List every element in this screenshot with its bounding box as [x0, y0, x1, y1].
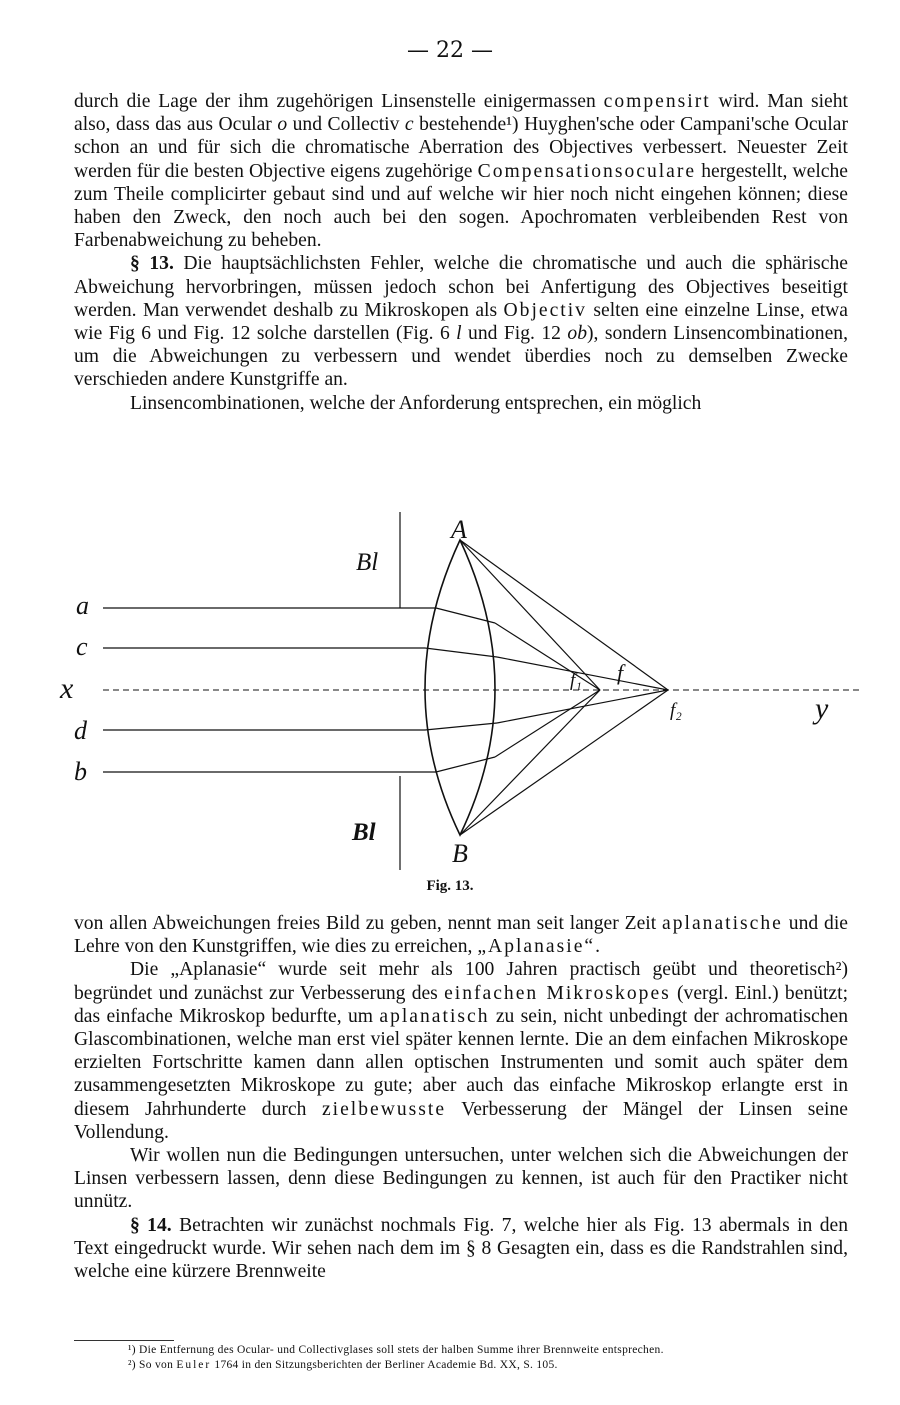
text-run: und Collectiv: [287, 114, 405, 136]
footnote-divider: [74, 1340, 174, 1341]
paragraph-5: [74, 958, 848, 1144]
ray-d-in-lens: [425, 723, 497, 730]
text-run: Betrachten wir zunächst nochmals Fig. 7, welche hier als Fig. 13 abermals in den Text eingedruckt wurde. Wir sehen nach dem im § 8 Gesagten ein, dass es die Randstrahlen sind, welche eine kürzere Brennweite: [74, 1214, 849, 1283]
lens-diagram-svg: [0, 490, 900, 880]
label-a: a: [76, 591, 89, 620]
spaced-term: Objectiv: [503, 299, 587, 321]
ray-d-outgoing: [497, 690, 668, 723]
label-y: y: [815, 692, 829, 725]
paragraph-2: [74, 252, 848, 391]
paragraph-6: Wir wollen nun die Bedingungen untersuchen, unter welchen sich die Abweichungen der Linsen verbessern lassen, denn diese Bedingungen zu kennen, ist auch für den Practiker nicht unnütz.: [74, 1145, 848, 1213]
label-f1: f₁: [570, 670, 582, 691]
text-run: durch die Lage der ihm zugehörigen Linsenstelle einigermassen: [74, 91, 604, 112]
text-run: bestehende¹) Huyghen'sche oder Campani'sche Ocular schon an und für sich die chromatische Aberration des Objectives verbessert. Neuester Zeit werden für die besten Objective eigens zugehörige: [74, 114, 848, 182]
text-run: Verbesserung der Mängel der Linsen seine Vollendung.: [74, 1098, 848, 1143]
ray-b-outgoing: [495, 690, 600, 757]
text-run: zu sein, nicht unbedingt der achromatischen Glascombinationen, welche man erst viel später kennen lernte. Die an dem einfachen Mikroskope erzielten Fortschritte kamen dann allen optischen Instrumenten und somit auch später dem zusammengesetzten Mikroskope zu gute; aber auch das einfache Mikroskop erlangte erst in diesem Jahrhunderte durch: [74, 1005, 848, 1120]
paragraph-7: [74, 1214, 848, 1284]
label-b: b: [74, 757, 87, 786]
text-run: und die Lehre von den Kunstgriffen, wie dies zu erreichen,: [74, 913, 848, 958]
label-x: x: [60, 672, 74, 705]
spaced-term: Compensationsoculare: [477, 160, 697, 182]
text-run: Die hauptsächlichsten Fehler, welche die chromatische und auch die sphärische Abweichung hervorbringen, müssen jedoch schon bei Anfertigung des Objectives beseitigt werden. Man verwendet deshalb zu Mikroskopen als: [74, 253, 848, 321]
biconvex-lens: [425, 540, 495, 835]
italic-symbol: l: [456, 323, 462, 345]
ray-c-outgoing: [497, 657, 668, 690]
text-run: (vergl. Einl.) benützt; das einfache Mikroskop bedurfte, um: [74, 982, 849, 1027]
label-c: c: [76, 632, 88, 661]
footnotes: [128, 1343, 850, 1373]
figure-caption: Fig. 13.: [426, 878, 474, 894]
text-run: ²) So von: [128, 1359, 177, 1371]
italic-symbol: o: [277, 114, 288, 136]
text-run: ), sondern Linsencombinationen, um die Abweichungen zu verbessern und wendet überdies noch zu demselben Zwecke verschieden andere Kunstgriffe an.: [74, 323, 848, 391]
label-Bl-bottom: Bl: [352, 819, 376, 846]
ray-c-in-lens: [425, 648, 497, 657]
paragraph-1: [74, 90, 848, 252]
label-f: f: [617, 660, 624, 685]
body-text-bottom: [74, 912, 848, 1283]
label-d: d: [74, 716, 87, 745]
text-run: wird. Man sieht also, dass das aus Ocular: [74, 91, 848, 136]
spaced-term: zielbewusste: [321, 1098, 447, 1120]
spaced-term: einfachen Mikroskopes: [444, 982, 671, 1004]
text-run: hergestellt, welche zum Theile complicirter gebaut sind und auf welche wir hier noch nicht eingehen können; diese haben den Zweck, den noch auch bei den sogen. Apochromaten verbleibenden Rest von Farbenabweichung zu beheben.: [74, 160, 848, 252]
body-text-top: [74, 90, 848, 415]
label-A: A: [451, 515, 467, 544]
lens-diagram: [0, 490, 900, 880]
label-B: B: [452, 839, 468, 868]
spaced-term: compensirt: [603, 91, 711, 112]
ray-A-inner: [460, 540, 600, 690]
label-Bl-top: Bl: [356, 549, 379, 576]
text-run: Die „Aplanasie“ wurde seit mehr als 100 Jahren practisch geübt und theoretisch²) begründet und zunächst zur Verbesserung des: [74, 959, 848, 1004]
text-run: von allen Abweichungen freies Bild zu geben, nennt man seit langer Zeit: [74, 913, 663, 934]
paragraph-3: Linsencombinationen, welche der Anforderung entsprechen, ein möglich: [130, 392, 702, 414]
italic-symbol: c: [404, 114, 414, 136]
text-run: und Fig. 12: [461, 323, 568, 345]
ray-B-edge: [460, 690, 668, 835]
section-number: § 13.: [130, 253, 174, 275]
spaced-term: aplanatisch: [379, 1005, 490, 1027]
paragraph-4: [74, 912, 848, 958]
spaced-term: aplanatische: [662, 913, 783, 934]
ray-B-inner: [460, 690, 600, 835]
section-number: § 14.: [130, 1214, 172, 1236]
page-number: — 22 —: [407, 38, 493, 63]
spaced-term: „Aplanasie“.: [477, 936, 602, 958]
text-run: selten eine einzelne Linse, etwa wie Fig 6 und Fig. 12 solche darstellen (Fig. 6: [74, 299, 848, 345]
italic-symbol: ob: [567, 323, 587, 345]
spaced-term: Euler: [176, 1359, 212, 1371]
footnote-2: [128, 1358, 850, 1373]
footnote-1: ¹) Die Entfernung des Ocular- und Collectivglases soll stets der halben Summe ihrer Brennweite entsprechen.: [128, 1344, 664, 1356]
text-run: 1764 in den Sitzungsberichten der Berliner Academie Bd. XX, S. 105.: [211, 1359, 558, 1371]
label-f2: f₂: [670, 700, 682, 721]
